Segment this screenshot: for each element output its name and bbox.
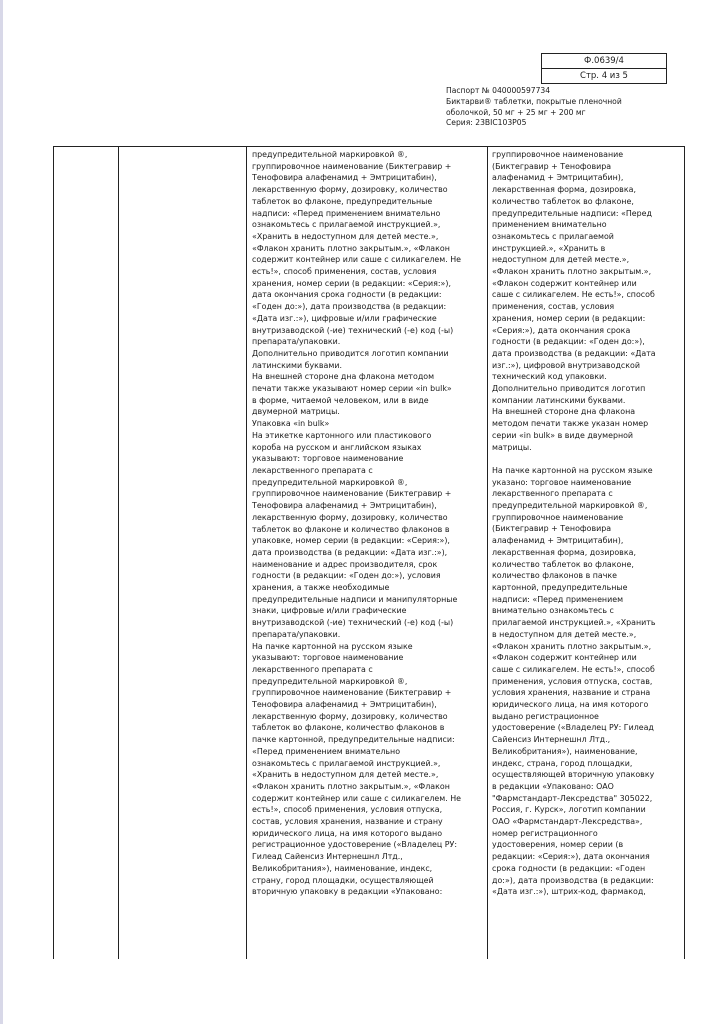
- text-line: применением внимательно: [492, 220, 607, 230]
- text-line: лекарственная форма, дозировка,: [492, 185, 636, 195]
- text-line: дата окончания срока годности (в редакции:: [252, 290, 442, 300]
- passport-block: [446, 86, 706, 129]
- text-line: изг.:»), цифровой внутризаводской: [492, 360, 640, 370]
- text-line: таблеток во флаконе, количество флаконов в: [252, 723, 445, 733]
- scan-edge-mark: [0, 0, 3, 1024]
- table-column-4: [487, 147, 684, 959]
- text-line: лекарственную форму, дозировку, количество: [252, 512, 448, 522]
- text-line: предупредительной маркировкой ®,: [252, 676, 408, 686]
- text-line: в редакции «Упаковано: ОАО: [492, 781, 614, 791]
- text-line: На внешней стороне дна флакона: [492, 407, 636, 417]
- page-number: Стр. 4 из 5: [542, 68, 666, 83]
- text-line: ОАО «Фармстандарт-Лексредства»,: [492, 817, 643, 827]
- text-line: лекарственного препарата с: [492, 489, 613, 499]
- column-1-cell: [54, 147, 118, 149]
- text-line: (Биктегравир + Тенофовира: [492, 524, 612, 534]
- text-line: количество таблеток во флаконе,: [492, 559, 634, 569]
- text-line: ознакомьтесь с прилагаемой инструкцией.»,: [252, 758, 441, 768]
- passport-line: Биктарви® таблетки, покрытые пленочной: [446, 96, 622, 106]
- text-line: Гилеад Сайенсиз Интернешнл Лтд.,: [252, 852, 403, 862]
- text-line: осуществляющей вторичную упаковку: [492, 770, 655, 780]
- text-line: «Флакон хранить плотно закрытым.»,: [492, 267, 652, 277]
- text-line: предупредительной маркировкой ®,: [252, 150, 408, 159]
- text-line: индекс, страна, город площадки,: [492, 758, 633, 768]
- text-line: группировочное наименование: [492, 150, 624, 159]
- column-2-cell: [118, 147, 246, 149]
- text-line: надписи: «Перед применением внимательно: [252, 208, 441, 218]
- text-line: номер регистрационного: [492, 828, 598, 838]
- table-column-3: [246, 147, 488, 959]
- text-line: прилагаемой инструкцией.», «Хранить: [492, 618, 656, 628]
- text-line: «Перед применением внимательно: [252, 746, 401, 756]
- text-line: юридического лица, на имя которого выдано: [252, 828, 443, 838]
- text-line: вторичную упаковку в редакции «Упаковано:: [252, 887, 443, 897]
- text-line: «Годен до:»), дата производства (в редакции:: [252, 302, 447, 312]
- text-line: короба на русском и английском языках: [252, 442, 422, 452]
- text-line: указано: торговое наименование: [492, 477, 632, 487]
- text-line: лекарственного препарата с: [252, 664, 373, 674]
- text-line: группировочное наименование: [492, 512, 624, 522]
- text-line: внутризаводской (-ие) технический (-е) код (-ы): [252, 325, 454, 335]
- passport-line: оболочкой, 50 мг + 25 мг + 200 мг: [446, 107, 586, 117]
- text-line: «Флакон хранить плотно закрытым.», «Флакон: [252, 781, 450, 791]
- text-line: применения, условия отпуска, состав,: [492, 676, 653, 686]
- text-line: годности (в редакции: «Годен до:»),: [492, 337, 645, 347]
- text-line: есть!», способ применения, условия отпуска,: [252, 805, 443, 815]
- text-line: «Хранить в недоступном для детей месте.»,: [252, 231, 439, 241]
- text-line: до:»), дата производства (в редакции:: [492, 875, 654, 885]
- text-line: годности (в редакции: «Годен до:»), условия: [252, 571, 441, 581]
- text-line: препарата/упаковки.: [252, 629, 341, 639]
- text-line: Дополнительно приводится логотип компании: [252, 348, 449, 358]
- text-line: "Фармстандарт-Лексредства" 305022,: [492, 793, 653, 803]
- text-line: внутризаводской (-ие) технический (-е) код (-ы): [252, 618, 454, 628]
- text-line: таблеток во флаконе и количество флаконов в: [252, 524, 450, 534]
- text-line: «Дата изг.:»), цифровые и/или графические: [252, 313, 437, 323]
- text-line: указывают: торговое наименование: [252, 454, 404, 464]
- text-line: На этикетке картонного или пластикового: [252, 430, 432, 440]
- text-line: «Флакон содержит контейнер или: [492, 653, 637, 663]
- text-line: есть!», способ применения, состав, условия: [252, 267, 437, 277]
- text-line: Тенофовира алафенамид + Эмтрицитабин),: [252, 173, 437, 183]
- text-line: дата производства (в редакции: «Дата: [492, 348, 656, 358]
- text-line: «Флакон хранить плотно закрытым.»,: [492, 641, 652, 651]
- text-line: технический код упаковки.: [492, 372, 607, 382]
- text-line: содержит контейнер или саше с силикагелем. Не: [252, 255, 461, 265]
- text-line: количество флаконов в пачке: [492, 571, 618, 581]
- text-line: выдано регистрационное: [492, 711, 599, 721]
- text-line: количество таблеток во флаконе,: [492, 196, 634, 206]
- text-line: надписи: «Перед применением: [492, 594, 624, 604]
- text-line: предупредительной маркировкой ®,: [492, 501, 648, 511]
- text-line: «Флакон содержит контейнер или: [492, 278, 637, 288]
- text-line: «Хранить в недоступном для детей месте.»,: [252, 770, 439, 780]
- text-line: условия хранения, название и страна: [492, 688, 651, 698]
- text-line: упаковке, номер серии (в редакции: «Серия:»),: [252, 536, 450, 546]
- text-line: алафенамид + Эмтрицитабин),: [492, 536, 624, 546]
- text-line: латинскими буквами.: [252, 360, 342, 370]
- text-line: предупредительной маркировкой ®,: [252, 477, 408, 487]
- text-line: группировочное наименование (Биктегравир +: [252, 688, 452, 698]
- text-line: дата производства (в редакции: «Дата изг.:»),: [252, 547, 448, 557]
- text-line: методом печати также указан номер: [492, 419, 649, 429]
- text-line: серии «in bulk» в виде двумерной: [492, 430, 634, 440]
- text-line: недоступном для детей месте.»,: [492, 255, 630, 265]
- text-line: в недоступном для детей месте.»,: [492, 629, 637, 639]
- text-line: Упаковка «in bulk»: [252, 419, 330, 429]
- text-line: применения, состав, условия: [492, 302, 615, 312]
- text-line: хранения, номер серии (в редакции:: [492, 313, 646, 323]
- text-line: хранения, номер серии (в редакции: «Серия:»),: [252, 278, 451, 288]
- column-3-cell: [246, 147, 487, 898]
- text-line: алафенамид + Эмтрицитабин),: [492, 173, 624, 183]
- text-line: Россия, г. Курск», логотип компании: [492, 805, 646, 815]
- text-line: саше с силикагелем. Не есть!», способ: [492, 664, 655, 674]
- text-line: юридического лица, на имя которого: [492, 700, 649, 710]
- form-code: Ф.0639/4: [584, 56, 624, 66]
- text-line: группировочное наименование (Биктегравир +: [252, 489, 452, 499]
- text-line: Тенофовира алафенамид + Эмтрицитабин),: [252, 501, 437, 511]
- text-line: пачке картонной, предупредительные надписи:: [252, 735, 455, 745]
- text-line: редакции: «Серия:»), дата окончания: [492, 852, 650, 862]
- text-line: знаки, цифровые и/или графические: [252, 606, 407, 616]
- text-line: внимательно ознакомьтесь с: [492, 606, 614, 616]
- text-line: «Флакон хранить плотно закрытым.», «Флакон: [252, 243, 450, 253]
- text-line: страну, город площадки, осуществляющей: [252, 875, 434, 885]
- text-line: ознакомьтесь с прилагаемой инструкцией.»,: [252, 220, 441, 230]
- text-line: инструкцией.», «Хранить в: [492, 243, 606, 253]
- text-line: лекарственная форма, дозировка,: [492, 547, 636, 557]
- text-line: регистрационное удостоверение («Владелец РУ:: [252, 840, 457, 850]
- text-line: «Серия:»), дата окончания срока: [492, 325, 631, 335]
- text-line: лекарственную форму, дозировку, количество: [252, 711, 448, 721]
- text-line: указывают: торговое наименование: [252, 653, 404, 663]
- text-line: компании латинскими буквами.: [492, 395, 626, 405]
- text-line: Великобритания»), наименование, индекс,: [252, 863, 433, 873]
- text-line: матрицы.: [492, 442, 532, 452]
- table-column-2: [118, 147, 247, 959]
- specification-table: [53, 146, 685, 959]
- text-line: лекарственную форму, дозировку, количество: [252, 185, 448, 195]
- text-line: наименование и адрес производителя, срок: [252, 559, 438, 569]
- text-line: саше с силикагелем. Не есть!», способ: [492, 290, 655, 300]
- text-line: На пачке картонной на русском языке: [492, 465, 653, 475]
- text-line: предупредительные надписи и манипуляторные: [252, 594, 458, 604]
- text-line: «Дата изг.:»), штрих-код, фармакод,: [492, 887, 646, 897]
- text-line: предупредительные надписи: «Перед: [492, 208, 652, 218]
- text-line: Великобритания»), наименование,: [492, 746, 638, 756]
- text-line: На внешней стороне дна флакона методом: [252, 372, 435, 382]
- passport-line: Серия: 23BIC103P05: [446, 118, 527, 128]
- text-line: таблеток во флаконе, предупредительные: [252, 196, 433, 206]
- text-line: Сайенсиз Интернешнл Лтд.,: [492, 735, 611, 745]
- passport-line: Паспорт № 040000597734: [446, 86, 551, 95]
- text-line: в форме, читаемой человеком, или в виде: [252, 395, 429, 405]
- column-4-cell: [487, 147, 684, 898]
- text-line: группировочное наименование (Биктегравир +: [252, 161, 452, 171]
- text-line: удостоверение («Владелец РУ: Гилеад: [492, 723, 654, 733]
- table-column-1: [54, 147, 119, 959]
- text-line: печати также указывают номер серии «in bulk»: [252, 384, 452, 394]
- text-line: удостоверения, номер серии (в: [492, 840, 624, 850]
- text-line: срока годности (в редакции: «Годен: [492, 863, 646, 873]
- form-code-box: [541, 53, 667, 84]
- text-line: лекарственного препарата с: [252, 465, 373, 475]
- text-line: На пачке картонной на русском языке: [252, 641, 413, 651]
- text-line: ознакомьтесь с прилагаемой: [492, 231, 614, 241]
- text-line: двумерной матрицы.: [252, 407, 340, 417]
- text-line: Дополнительно приводится логотип: [492, 384, 646, 394]
- text-line: содержит контейнер или саше с силикагелем. Не: [252, 793, 461, 803]
- text-line: хранения, а также необходимые: [252, 583, 390, 593]
- text-line: препарата/упаковки.: [252, 337, 341, 347]
- text-line: состав, условия хранения, название и страну: [252, 817, 443, 827]
- text-line: [492, 453, 681, 465]
- text-line: (Биктегравир + Тенофовира: [492, 161, 612, 171]
- text-line: Тенофовира алафенамид + Эмтрицитабин),: [252, 700, 437, 710]
- text-line: картонной, предупредительные: [492, 583, 628, 592]
